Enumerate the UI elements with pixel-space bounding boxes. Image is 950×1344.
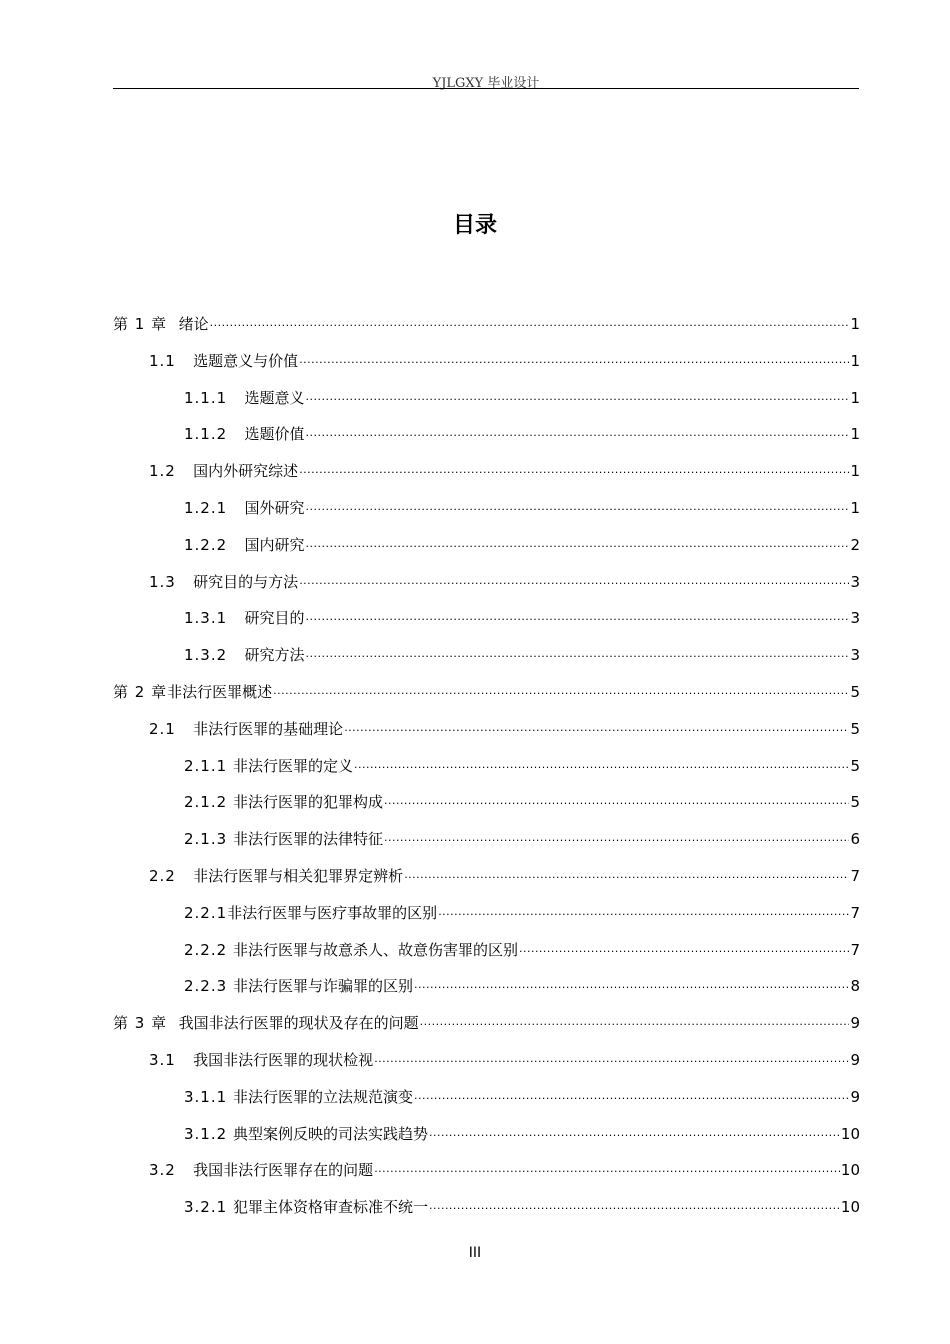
toc-dot-leader [299,352,849,374]
toc-entry-number: 2.1 [149,719,194,738]
toc-entry-title: 非法行医罪的立法规范演变 [232,1087,413,1106]
toc-entry-number: 3.1 [149,1050,194,1069]
toc-entry[interactable] [113,1123,860,1160]
toc-dot-leader [273,683,849,705]
page-header: YJLGXY 毕业设计 [432,76,540,91]
toc-entry[interactable] [113,681,860,718]
header-rule [113,88,859,89]
toc-entry-number: 2.2 [149,866,194,885]
toc-entry-title: 非法行医罪的定义 [232,756,353,775]
toc-dot-leader [210,315,850,337]
toc-entry-title: 非法行医罪的犯罪构成 [232,793,383,812]
toc-entry[interactable] [113,1159,860,1196]
toc-entry-number: 1.3 [149,572,194,591]
toc-entry-number: 1.1 [149,351,194,370]
toc-dot-leader [306,425,850,447]
toc-dot-leader [306,499,850,521]
table-of-contents [113,313,860,1233]
toc-entry-page: 3 [850,572,860,591]
toc-entry[interactable] [113,423,860,460]
toc-entry-page: 7 [850,866,860,885]
toc-dot-leader [299,462,849,484]
toc-entry[interactable] [113,1012,860,1049]
toc-entry-page: 7 [850,903,860,922]
toc-entry-page: 1 [850,425,860,444]
toc-entry-number: 1.3.1 [184,609,245,628]
toc-entry-number: 2.2.1 [184,903,228,922]
toc-entry-number: 1.1.1 [184,388,245,407]
toc-entry[interactable] [113,497,860,534]
toc-entry-page: 9 [850,1087,860,1106]
toc-dot-leader [420,1014,850,1036]
toc-entry[interactable] [113,791,860,828]
toc-entry-title: 选题价值 [244,425,305,444]
toc-entry-title: 研究目的 [244,609,305,628]
toc-entry-number: 2.1.3 [184,830,233,849]
toc-entry-number: 第 2 章 [113,682,168,701]
toc-entry[interactable] [113,828,860,865]
toc-entry-number: 第 1 章 [113,315,179,333]
toc-entry-title: 非法行医罪与医疗事故罪的区别 [227,903,438,922]
toc-entry-number: 第 3 章 [113,1014,179,1033]
toc-entry-page: 2 [850,535,860,554]
toc-entry-page: 9 [850,1050,860,1069]
toc-entry-page: 9 [850,1014,860,1033]
toc-entry-title: 绪论 [178,315,209,333]
page-number: III [468,1245,482,1261]
toc-entry[interactable] [113,313,860,350]
toc-entry-number: 3.2 [149,1161,194,1180]
toc-entry[interactable] [113,939,860,976]
toc-entry[interactable] [113,718,860,755]
toc-dot-leader [374,1051,849,1073]
toc-dot-leader [404,867,849,889]
toc-entry[interactable] [113,460,860,497]
toc-entry[interactable] [113,387,860,424]
toc-entry[interactable] [113,1049,860,1086]
toc-entry-page: 3 [850,609,860,628]
toc-entry-title: 国外研究 [244,498,305,517]
toc-dot-leader [438,904,849,926]
toc-dot-leader [306,389,850,411]
toc-dot-leader [414,1088,850,1110]
toc-dot-leader [429,1125,840,1147]
toc-entry-title: 非法行医罪的法律特征 [232,830,383,849]
toc-entry-title: 选题意义与价值 [193,351,299,370]
toc-dot-leader [344,720,849,742]
toc-entry-page: 5 [850,756,860,775]
toc-entry-number: 2.1.2 [184,793,233,812]
toc-entry-title: 非法行医罪与相关犯罪界定辨析 [193,866,404,885]
toc-entry[interactable] [113,902,860,939]
toc-entry-title: 研究方法 [244,646,305,665]
toc-entry[interactable] [113,350,860,387]
toc-dot-leader [374,1161,840,1183]
toc-entry-page: 10 [840,1124,860,1143]
toc-entry[interactable] [113,865,860,902]
toc-entry-title: 典型案例反映的司法实践趋势 [232,1124,428,1143]
toc-dot-leader [429,1198,840,1220]
toc-entry-page: 1 [850,351,860,370]
toc-entry[interactable] [113,607,860,644]
toc-entry-page: 1 [850,388,860,407]
toc-entry[interactable] [113,571,860,608]
toc-entry-page: 8 [850,977,860,996]
toc-entry-title: 非法行医罪的基础理论 [193,719,344,738]
toc-entry-title: 我国非法行医罪的现状检视 [193,1050,374,1069]
toc-dot-leader [306,536,850,558]
toc-entry[interactable] [113,534,860,571]
toc-entry-page: 1 [850,315,860,333]
toc-entry-title: 非法行医罪与故意杀人、故意伤害罪的区别 [232,940,518,959]
toc-dot-leader [384,793,850,815]
toc-entry[interactable] [113,755,860,792]
toc-entry-page: 10 [840,1161,860,1180]
toc-entry-title: 非法行医罪概述 [167,682,273,701]
toc-entry-number: 2.2.2 [184,940,233,959]
toc-entry-number: 3.1.2 [184,1124,233,1143]
toc-entry-number: 2.1.1 [184,756,233,775]
toc-entry-title: 非法行医罪与诈骗罪的区别 [232,977,413,996]
toc-entry-title: 国内外研究综述 [193,462,299,481]
toc-entry-number: 1.2.2 [184,535,245,554]
toc-entry-page: 1 [850,462,860,481]
toc-entry-number: 2.2.3 [184,977,233,996]
toc-entry-number: 1.2.1 [184,498,245,517]
toc-entry-page: 5 [850,682,860,701]
toc-dot-leader [306,646,850,668]
toc-entry[interactable] [113,1196,860,1233]
toc-entry-page: 6 [850,830,860,849]
toc-entry-title: 犯罪主体资格审查标准不统一 [232,1198,428,1217]
toc-dot-leader [299,573,849,595]
toc-entry-number: 3.2.1 [184,1198,233,1217]
toc-entry-page: 7 [850,940,860,959]
toc-entry[interactable] [113,975,860,1012]
toc-entry-page: 5 [850,719,860,738]
toc-entry-title: 我国非法行医罪存在的问题 [193,1161,374,1180]
toc-dot-leader [384,830,850,852]
toc-dot-leader [519,941,850,963]
toc-dot-leader [306,609,850,631]
toc-entry-page: 10 [840,1198,860,1217]
toc-dot-leader [354,757,850,779]
toc-entry-number: 1.2 [149,462,194,481]
toc-entry-title: 选题意义 [244,388,305,407]
toc-entry-title: 研究目的与方法 [193,572,299,591]
toc-entry-number: 1.3.2 [184,646,245,665]
toc-entry[interactable] [113,1086,860,1123]
toc-entry-page: 1 [850,498,860,517]
page-title: 目录 [452,213,497,238]
toc-entry-page: 5 [850,793,860,812]
toc-entry-title: 国内研究 [244,535,305,554]
toc-entry-number: 1.1.2 [184,425,245,444]
toc-dot-leader [414,977,850,999]
toc-entry-number: 3.1.1 [184,1087,233,1106]
toc-entry-title: 我国非法行医罪的现状及存在的问题 [178,1014,419,1033]
toc-entry[interactable] [113,644,860,681]
toc-entry-page: 3 [850,646,860,665]
